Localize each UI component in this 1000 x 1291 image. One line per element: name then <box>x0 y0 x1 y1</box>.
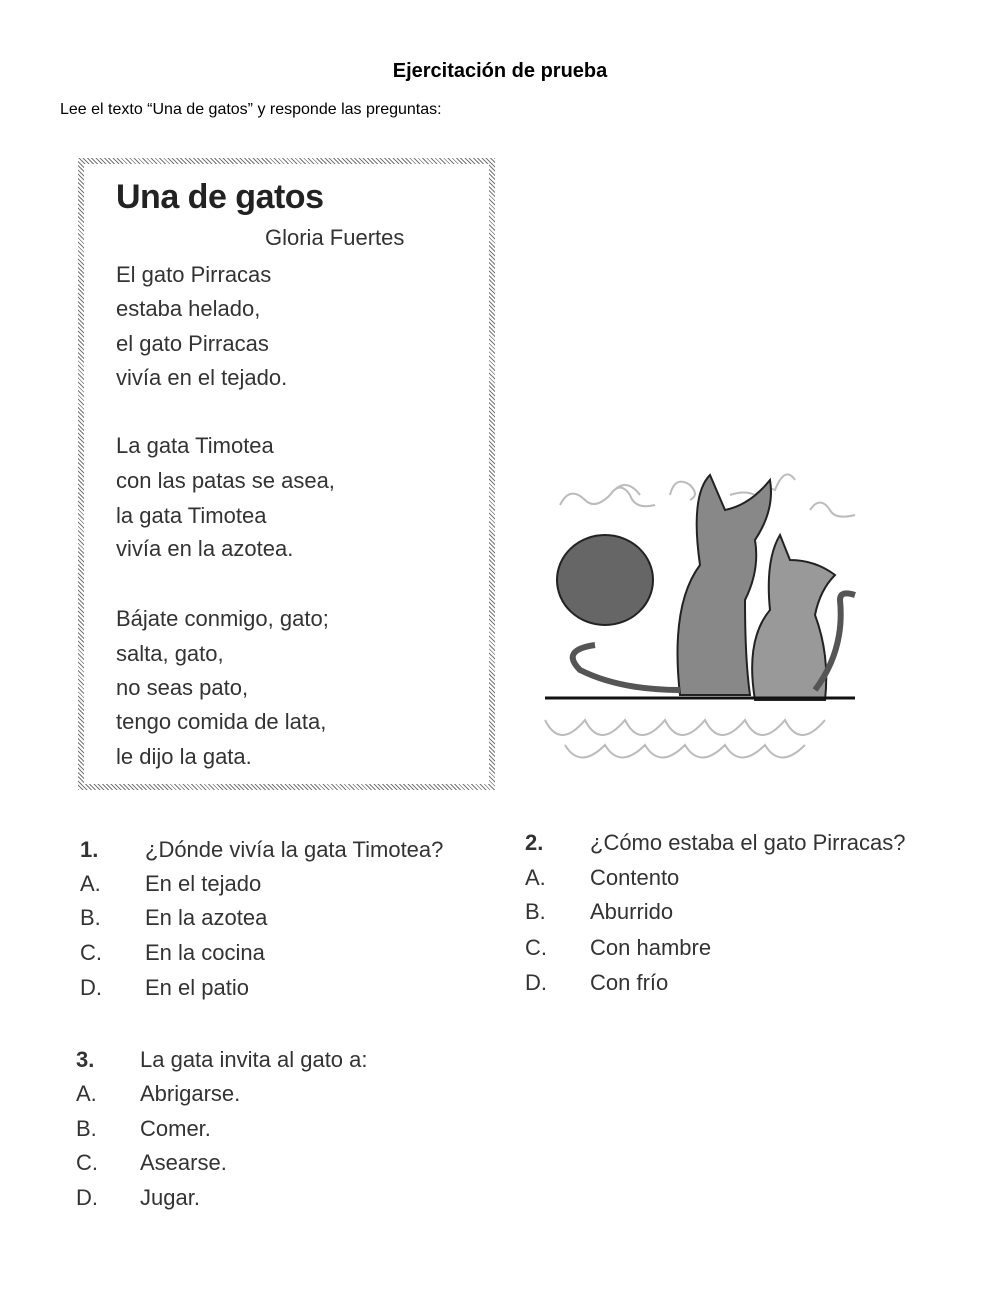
poem-line: vivía en la azotea. <box>116 536 294 561</box>
option-letter: C. <box>80 940 102 965</box>
option-text: En la cocina <box>145 940 265 965</box>
option-letter: A. <box>76 1081 97 1106</box>
question-text: ¿Dónde vivía la gata Timotea? <box>145 837 444 862</box>
option-letter: D. <box>80 975 102 1000</box>
option-text: Abrigarse. <box>140 1081 241 1106</box>
option-letter: B. <box>525 899 546 924</box>
option-letter: B. <box>80 905 101 930</box>
option-text: Contento <box>590 865 680 890</box>
poem-line: le dijo la gata. <box>116 744 252 769</box>
option-text: Aburrido <box>590 899 674 924</box>
page-title: Ejercitación de prueba <box>392 60 608 82</box>
poem-line: vivía en el tejado. <box>116 365 288 390</box>
question-number: 2. <box>525 830 544 855</box>
question-text: La gata invita al gato a: <box>140 1047 368 1072</box>
poem-line: con las patas se asea, <box>116 468 335 493</box>
option-text: En la azotea <box>145 905 268 930</box>
option-text: Comer. <box>140 1116 211 1141</box>
option-text: Jugar. <box>140 1185 200 1210</box>
poem-line: la gata Timotea <box>116 503 267 528</box>
option-letter: A. <box>80 871 101 896</box>
option-text: Con frío <box>590 970 669 995</box>
question-number: 1. <box>80 837 99 862</box>
poem-line: La gata Timotea <box>116 433 274 458</box>
poem-line: salta, gato, <box>116 641 224 666</box>
question-text: ¿Cómo estaba el gato Pirracas? <box>590 830 906 855</box>
instructions: Lee el texto “Una de gatos” y responde las preguntas: <box>60 101 442 118</box>
poem-line: no seas pato, <box>116 675 249 700</box>
option-text: Asearse. <box>140 1150 227 1175</box>
option-letter: A. <box>525 865 546 890</box>
option-letter: C. <box>76 1150 98 1175</box>
option-letter: D. <box>76 1185 98 1210</box>
poem-line: El gato Pirracas <box>116 262 272 287</box>
poem-author: Gloria Fuertes <box>265 225 405 250</box>
poem-line: Bájate conmigo, gato; <box>116 606 329 631</box>
option-text: En el tejado <box>145 871 262 896</box>
cats-illustration <box>540 455 860 765</box>
option-text: En el patio <box>145 975 249 1000</box>
poem-line: tengo comida de lata, <box>116 709 327 734</box>
poem-title: Una de gatos <box>116 178 324 216</box>
option-letter: B. <box>76 1116 97 1141</box>
option-letter: C. <box>525 935 547 960</box>
poem-line: el gato Pirracas <box>116 331 269 356</box>
question-number: 3. <box>76 1047 95 1072</box>
option-text: Con hambre <box>590 935 712 960</box>
option-letter: D. <box>525 970 547 995</box>
poem-line: estaba helado, <box>116 296 261 321</box>
